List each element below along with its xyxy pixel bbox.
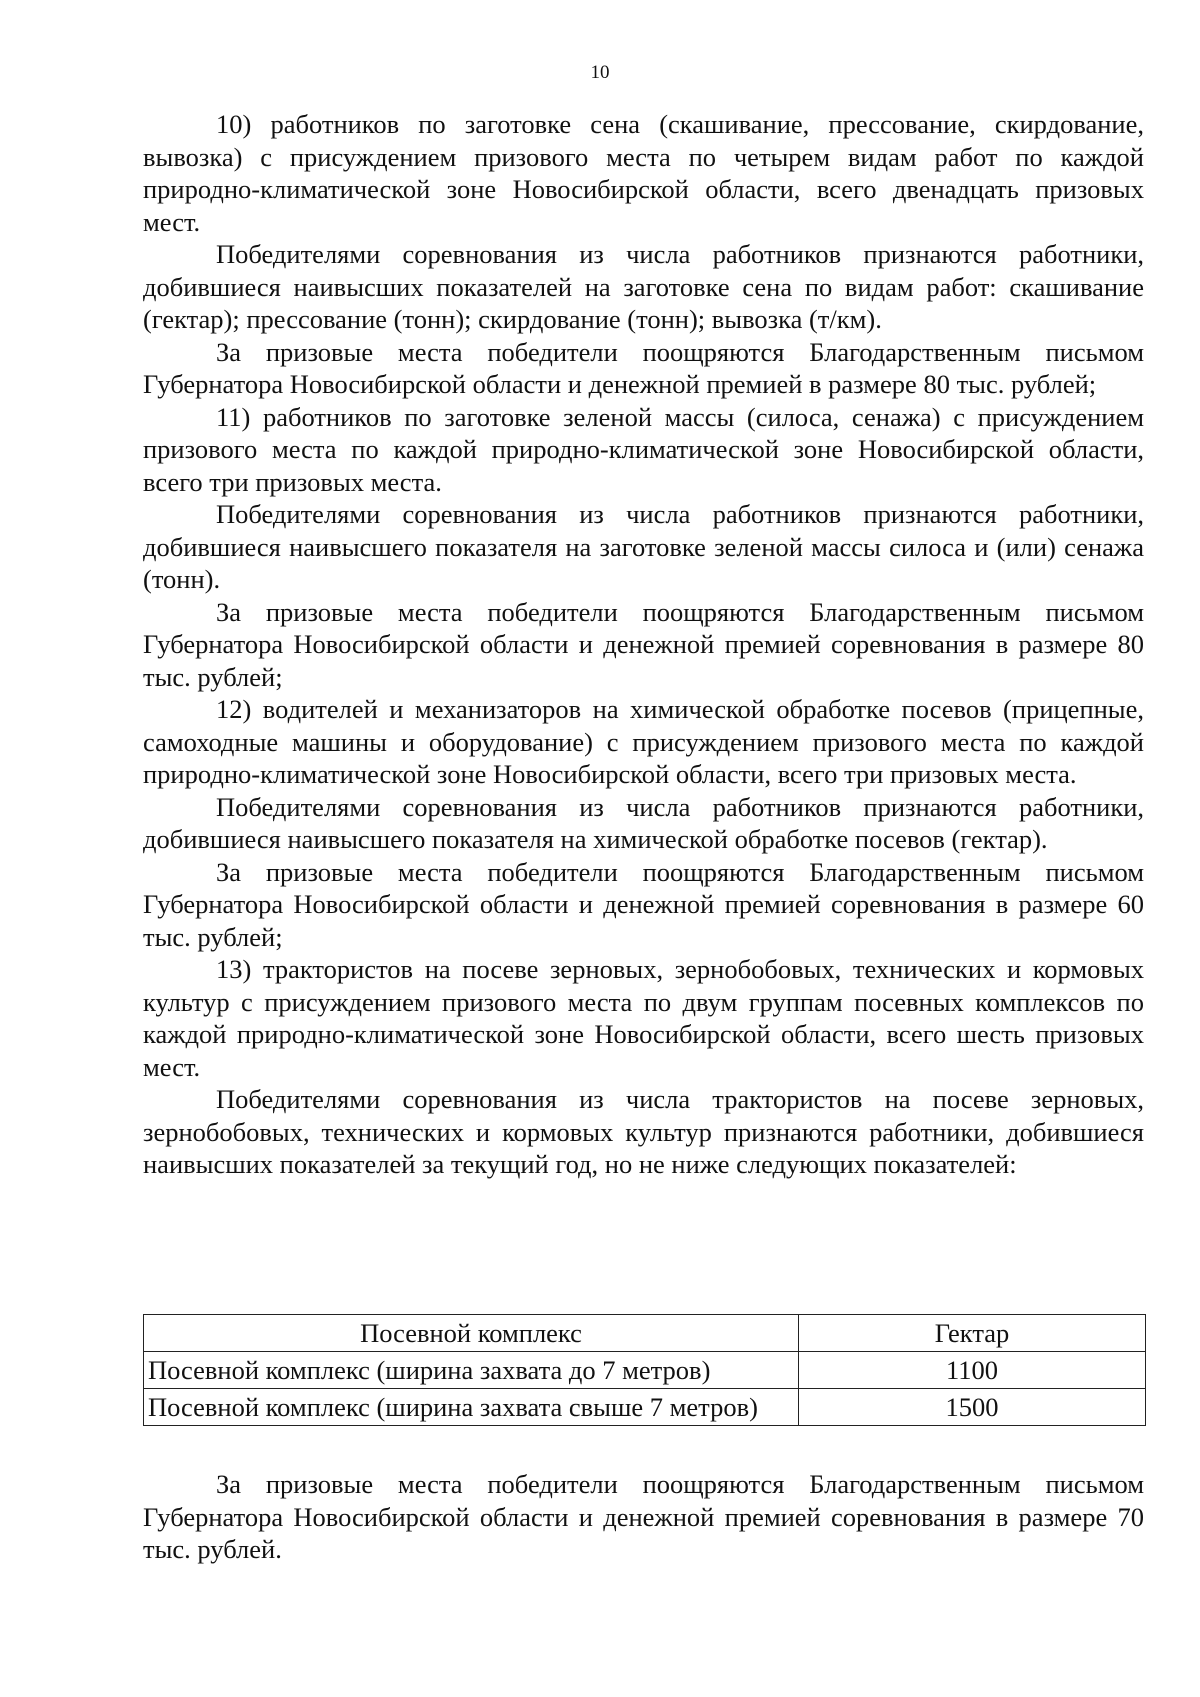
paragraph-prize-green-mass: За призовые места победители поощряются Благодарственным письмом Губернатора Новосибирской области и денежной премией соревнования в размере 80 тыс. рублей; xyxy=(143,596,1144,692)
paragraph-prize-sowing: За призовые места победители поощряются Благодарственным письмом Губернатора Новосибирской области и денежной премией соревнования в размере 70 тыс. рублей. xyxy=(143,1469,1144,1564)
paragraph-winners-hay: Победителями соревнования из числа работников признаются работники, добившиеся наивысших показателей на заготовке сена по видам работ: скашивание (гектар); прессование (тонн); скирдование (тонн); вывозка (т/км). xyxy=(143,239,1144,334)
paragraph-prize-hay: За призовые места победители поощряются Благодарственным письмом Губернатора Новосибирской области и денежной премией в размере 80 тыс. рублей; xyxy=(143,336,1144,399)
document-body xyxy=(143,108,1144,1181)
table-header-hectare: Гектар xyxy=(799,1315,1146,1352)
paragraph-prize-chemical: За призовые места победители поощряются Благодарственным письмом Губернатора Новосибирской области и денежной премией соревнования в размере 60 тыс. рублей; xyxy=(143,856,1144,952)
page-number: 10 xyxy=(590,62,610,83)
table-header-row xyxy=(144,1315,1146,1352)
document-body-closing xyxy=(143,1468,1144,1566)
paragraph-item-12: 12) водителей и механизаторов на химической обработке посевов (прицепные, самоходные машины и оборудование) с присуждением призового места по каждой природно-климатической зоне Новосибирской области, всего три призовых места. xyxy=(143,694,1144,789)
paragraph-item-11: 11) работников по заготовке зеленой массы (силоса, сенажа) с присуждением призового места по каждой природно-климатической зоне Новосибирской области, всего три призовых места. xyxy=(143,401,1144,497)
table-cell-hectare: 1100 xyxy=(799,1352,1146,1389)
paragraph-winners-sowing: Победителями соревнования из числа трактористов на посеве зерновых, зернобобовых, технических и кормовых культур признаются работники, добившиеся наивысших показателей за текущий год, но не ниже следующих показателей: xyxy=(143,1084,1144,1179)
paragraph-winners-chemical: Победителями соревнования из числа работников признаются работники, добившиеся наивысшего показателя на химической обработке посевов (гектар). xyxy=(143,791,1144,854)
table-cell-hectare: 1500 xyxy=(799,1389,1146,1426)
paragraph-winners-green-mass: Победителями соревнования из числа работников признаются работники, добившиеся наивысшего показателя на заготовке зеленой массы силоса и (или) сенажа (тонн). xyxy=(143,499,1144,594)
table-row xyxy=(144,1352,1146,1389)
paragraph-item-13: 13) трактористов на посеве зерновых, зернобобовых, технических и кормовых культур с присуждением призового места по двум группам посевных комплексов по каждой природно-климатической зоне Новосибирской области, всего шесть призовых мест. xyxy=(143,954,1144,1082)
table-cell-complex: Посевной комплекс (ширина захвата свыше 7 метров) xyxy=(144,1389,799,1426)
table-header-complex: Посевной комплекс xyxy=(144,1315,799,1352)
table-row xyxy=(144,1389,1146,1426)
seeding-complex-table xyxy=(143,1314,1146,1426)
paragraph-item-10: 10) работников по заготовке сена (скашивание, прессование, скирдование, вывозка) с присуждением призового места по четырем видам работ по каждой природно-климатической зоне Новосибирской области, всего двенадцать призовых мест. xyxy=(143,109,1144,237)
table-cell-complex: Посевной комплекс (ширина захвата до 7 метров) xyxy=(144,1352,799,1389)
